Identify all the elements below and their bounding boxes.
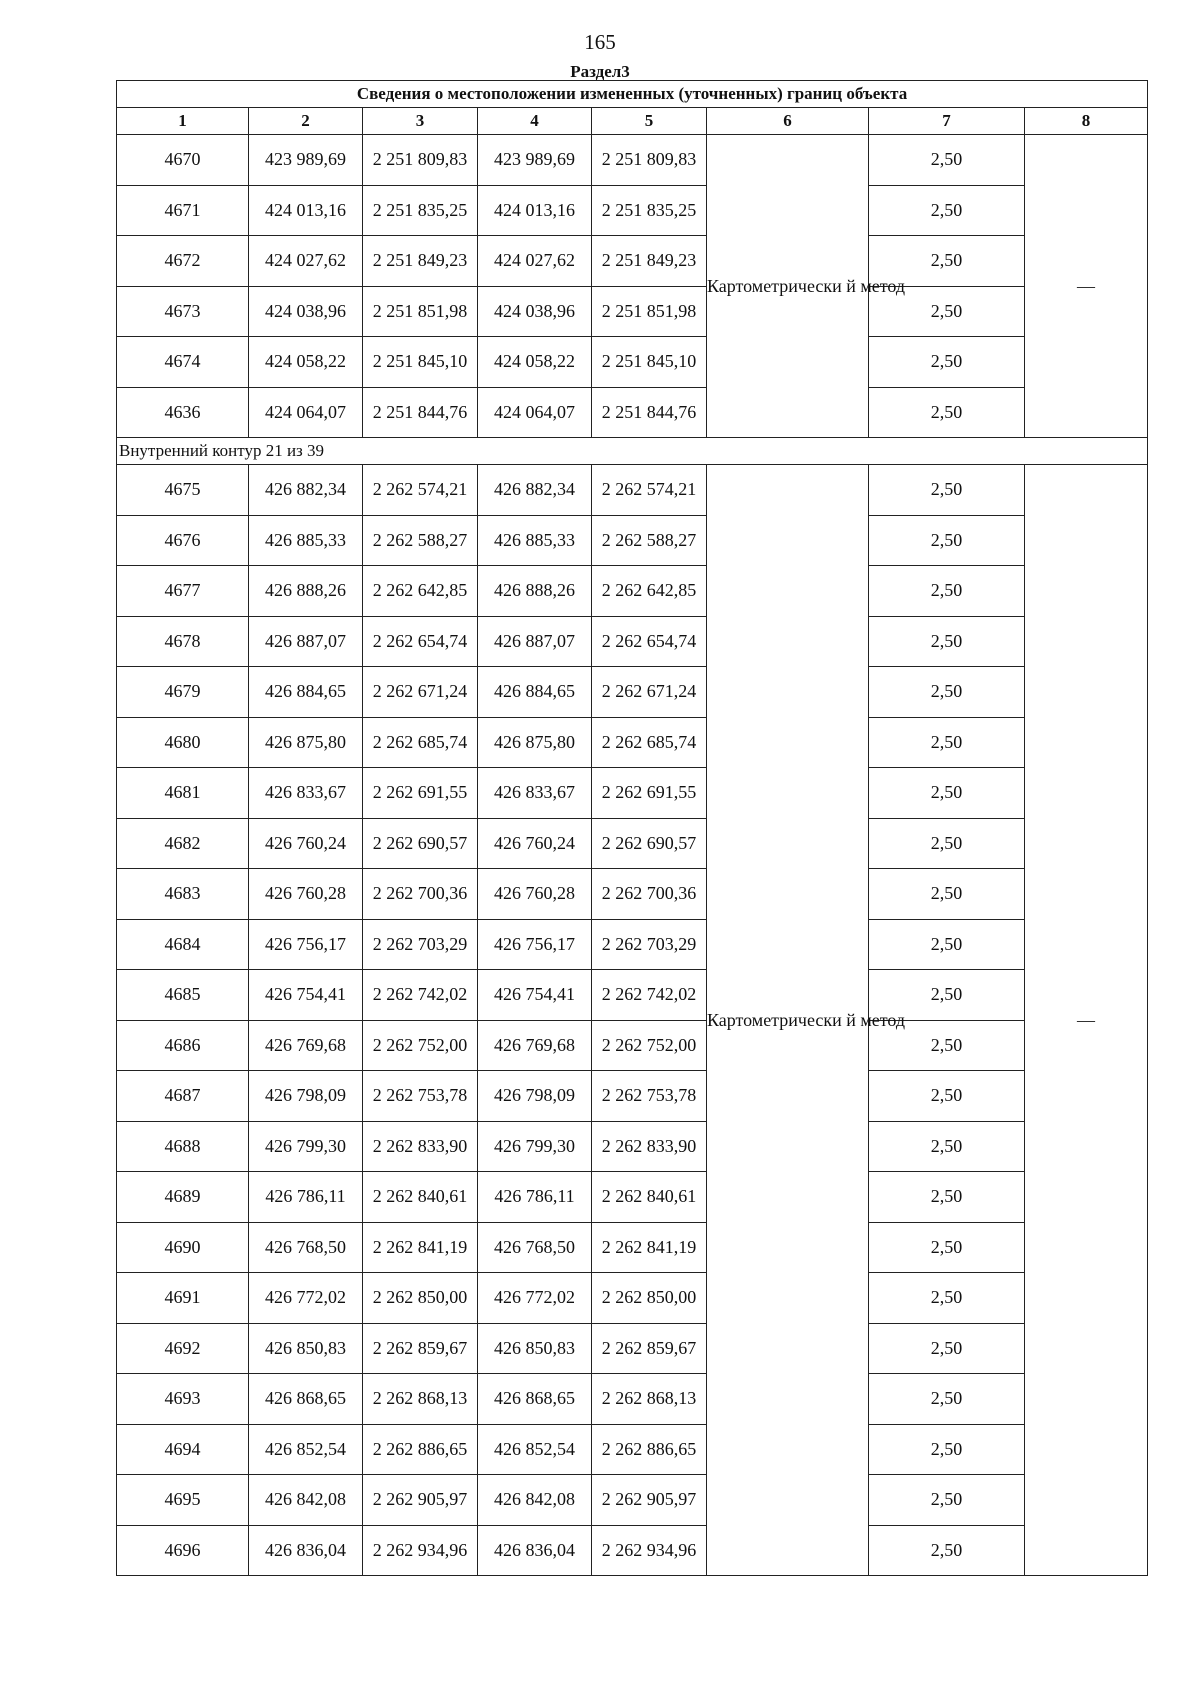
table-cell-col-1: 4695 (117, 1475, 249, 1526)
table-row (117, 768, 1148, 819)
table-cell-col-2: 426 799,30 (249, 1121, 363, 1172)
table-row (117, 185, 1148, 236)
table-cell-col-4: 423 989,69 (478, 135, 592, 186)
table-cell-col-7: 2,50 (869, 286, 1025, 337)
table-row (117, 465, 1148, 516)
table-cell-col-5: 2 262 840,61 (592, 1172, 707, 1223)
table-cell-col-1: 4690 (117, 1222, 249, 1273)
table-row (117, 818, 1148, 869)
table-cell-col-3: 2 262 691,55 (363, 768, 478, 819)
table-cell-col-4: 426 799,30 (478, 1121, 592, 1172)
table-cell-col-1: 4672 (117, 236, 249, 287)
table-cell-col-5: 2 262 934,96 (592, 1525, 707, 1576)
table-cell-col-1: 4696 (117, 1525, 249, 1576)
table-cell-col-7: 2,50 (869, 616, 1025, 667)
table-cell-col-7: 2,50 (869, 1172, 1025, 1223)
table-cell-col-7: 2,50 (869, 566, 1025, 617)
table-cell-col-2: 424 064,07 (249, 387, 363, 438)
table-cell-col-2: 426 754,41 (249, 970, 363, 1021)
table-cell-col-3: 2 262 671,24 (363, 667, 478, 718)
table-cell-col-3: 2 251 844,76 (363, 387, 478, 438)
table-cell-col-2: 426 875,80 (249, 717, 363, 768)
contour-label: Внутренний контур 21 из 39 (117, 438, 1148, 465)
table-cell-col-2: 426 772,02 (249, 1273, 363, 1324)
table-cell-col-4: 426 760,24 (478, 818, 592, 869)
table-cell-col-4: 426 769,68 (478, 1020, 592, 1071)
table-cell-col-4: 426 852,54 (478, 1424, 592, 1475)
table-cell-col-7: 2,50 (869, 869, 1025, 920)
table-cell-col-4: 426 833,67 (478, 768, 592, 819)
table-cell-col-1: 4679 (117, 667, 249, 718)
table-row (117, 1020, 1148, 1071)
table-cell-col-4: 424 038,96 (478, 286, 592, 337)
table-cell-col-7: 2,50 (869, 465, 1025, 516)
table-cell-col-5: 2 262 588,27 (592, 515, 707, 566)
table-cell-col-4: 424 058,22 (478, 337, 592, 388)
table-cell-col-3: 2 262 753,78 (363, 1071, 478, 1122)
table-cell-col-5: 2 262 752,00 (592, 1020, 707, 1071)
table-row (117, 286, 1148, 337)
table-row (117, 1374, 1148, 1425)
table-cell-col-1: 4636 (117, 387, 249, 438)
table-cell-col-5: 2 262 841,19 (592, 1222, 707, 1273)
table-cell-col-5: 2 262 868,13 (592, 1374, 707, 1425)
table-row (117, 667, 1148, 718)
table-cell-col-5: 2 251 844,76 (592, 387, 707, 438)
table-cell-col-5: 2 262 850,00 (592, 1273, 707, 1324)
table-cell-col-7: 2,50 (869, 515, 1025, 566)
table-body (117, 135, 1148, 1576)
column-8-cell: — (1025, 465, 1148, 1576)
table-cell-col-5: 2 262 574,21 (592, 465, 707, 516)
section-title: Раздел3 (570, 62, 630, 81)
table-caption: Сведения о местоположении измененных (уточненных) границ объекта (117, 81, 1148, 108)
table-cell-col-2: 426 884,65 (249, 667, 363, 718)
table-cell-col-2: 426 852,54 (249, 1424, 363, 1475)
table-cell-col-1: 4671 (117, 185, 249, 236)
table-cell-col-7: 2,50 (869, 919, 1025, 970)
table-cell-col-3: 2 262 934,96 (363, 1525, 478, 1576)
table-cell-col-1: 4674 (117, 337, 249, 388)
coordinates-table (116, 80, 1148, 1576)
table-cell-col-5: 2 262 654,74 (592, 616, 707, 667)
method-cell: Картометрически й метод (707, 135, 869, 438)
table-row (117, 515, 1148, 566)
table-cell-col-3: 2 262 574,21 (363, 465, 478, 516)
table-row (117, 566, 1148, 617)
table-cell-col-5: 2 262 642,85 (592, 566, 707, 617)
table-cell-col-3: 2 251 809,83 (363, 135, 478, 186)
table-cell-col-2: 424 027,62 (249, 236, 363, 287)
table-cell-col-4: 424 064,07 (478, 387, 592, 438)
column-header-8: 8 (1025, 108, 1148, 135)
table-cell-col-5: 2 262 905,97 (592, 1475, 707, 1526)
table-cell-col-7: 2,50 (869, 1374, 1025, 1425)
table-cell-col-5: 2 262 833,90 (592, 1121, 707, 1172)
table-cell-col-4: 424 013,16 (478, 185, 592, 236)
table-cell-col-2: 424 013,16 (249, 185, 363, 236)
table-cell-col-4: 426 786,11 (478, 1172, 592, 1223)
table-row (117, 1071, 1148, 1122)
table-cell-col-1: 4683 (117, 869, 249, 920)
table-row (117, 1273, 1148, 1324)
table-cell-col-4: 426 836,04 (478, 1525, 592, 1576)
table-cell-col-1: 4692 (117, 1323, 249, 1374)
contour-label-row (117, 438, 1148, 465)
table-cell-col-5: 2 251 845,10 (592, 337, 707, 388)
table-cell-col-1: 4686 (117, 1020, 249, 1071)
table-cell-col-5: 2 262 859,67 (592, 1323, 707, 1374)
table-cell-col-4: 426 875,80 (478, 717, 592, 768)
table-row (117, 1172, 1148, 1223)
table-cell-col-2: 426 786,11 (249, 1172, 363, 1223)
column-8-cell: — (1025, 135, 1148, 438)
table-cell-col-1: 4673 (117, 286, 249, 337)
table-cell-col-5: 2 262 685,74 (592, 717, 707, 768)
table-cell-col-7: 2,50 (869, 970, 1025, 1021)
column-header-5: 5 (592, 108, 707, 135)
table-cell-col-7: 2,50 (869, 1222, 1025, 1273)
table-row (117, 1525, 1148, 1576)
table-cell-col-4: 426 868,65 (478, 1374, 592, 1425)
table-cell-col-5: 2 251 835,25 (592, 185, 707, 236)
table-cell-col-1: 4676 (117, 515, 249, 566)
table-cell-col-2: 426 833,67 (249, 768, 363, 819)
table-cell-col-5: 2 251 851,98 (592, 286, 707, 337)
table-cell-col-1: 4677 (117, 566, 249, 617)
table-cell-col-3: 2 262 752,00 (363, 1020, 478, 1071)
table-cell-col-4: 426 772,02 (478, 1273, 592, 1324)
table-cell-col-7: 2,50 (869, 1424, 1025, 1475)
table-cell-col-5: 2 262 886,65 (592, 1424, 707, 1475)
table-cell-col-7: 2,50 (869, 1525, 1025, 1576)
table-cell-col-7: 2,50 (869, 337, 1025, 388)
table-cell-col-4: 426 768,50 (478, 1222, 592, 1273)
table-cell-col-2: 426 882,34 (249, 465, 363, 516)
table-cell-col-4: 426 885,33 (478, 515, 592, 566)
table-cell-col-2: 426 887,07 (249, 616, 363, 667)
table-cell-col-1: 4691 (117, 1273, 249, 1324)
column-header-4: 4 (478, 108, 592, 135)
table-cell-col-7: 2,50 (869, 667, 1025, 718)
table-cell-col-3: 2 262 685,74 (363, 717, 478, 768)
table-cell-col-5: 2 262 690,57 (592, 818, 707, 869)
table-row (117, 970, 1148, 1021)
table-cell-col-2: 426 885,33 (249, 515, 363, 566)
column-header-2: 2 (249, 108, 363, 135)
table-cell-col-4: 426 884,65 (478, 667, 592, 718)
table-cell-col-2: 426 850,83 (249, 1323, 363, 1374)
table-row (117, 616, 1148, 667)
table-cell-col-7: 2,50 (869, 135, 1025, 186)
table-cell-col-2: 426 760,28 (249, 869, 363, 920)
table-cell-col-4: 424 027,62 (478, 236, 592, 287)
table-cell-col-4: 426 850,83 (478, 1323, 592, 1374)
table-cell-col-2: 426 842,08 (249, 1475, 363, 1526)
table-cell-col-3: 2 262 850,00 (363, 1273, 478, 1324)
table-cell-col-1: 4680 (117, 717, 249, 768)
table-row (117, 919, 1148, 970)
table-cell-col-3: 2 262 742,02 (363, 970, 478, 1021)
table-cell-col-4: 426 842,08 (478, 1475, 592, 1526)
table-cell-col-2: 426 756,17 (249, 919, 363, 970)
table-row (117, 1121, 1148, 1172)
table-cell-col-2: 424 038,96 (249, 286, 363, 337)
table-row (117, 1424, 1148, 1475)
table-cell-col-4: 426 882,34 (478, 465, 592, 516)
table-cell-col-2: 426 798,09 (249, 1071, 363, 1122)
table-cell-col-2: 426 868,65 (249, 1374, 363, 1425)
table-cell-col-7: 2,50 (869, 1323, 1025, 1374)
column-header-7: 7 (869, 108, 1025, 135)
table-cell-col-7: 2,50 (869, 1121, 1025, 1172)
table-cell-col-4: 426 888,26 (478, 566, 592, 617)
table-cell-col-7: 2,50 (869, 1071, 1025, 1122)
table-cell-col-3: 2 262 588,27 (363, 515, 478, 566)
table-cell-col-1: 4694 (117, 1424, 249, 1475)
table-cell-col-1: 4693 (117, 1374, 249, 1425)
table-cell-col-3: 2 262 868,13 (363, 1374, 478, 1425)
table-row (117, 717, 1148, 768)
table-cell-col-5: 2 262 742,02 (592, 970, 707, 1021)
table-cell-col-7: 2,50 (869, 717, 1025, 768)
table-cell-col-3: 2 262 642,85 (363, 566, 478, 617)
method-cell: Картометрически й метод (707, 465, 869, 1576)
table-cell-col-7: 2,50 (869, 818, 1025, 869)
table-row (117, 1475, 1148, 1526)
table-cell-col-3: 2 262 886,65 (363, 1424, 478, 1475)
table-cell-col-3: 2 262 654,74 (363, 616, 478, 667)
table-cell-col-7: 2,50 (869, 1475, 1025, 1526)
page-number: 165 (584, 30, 616, 54)
table-row (117, 1222, 1148, 1273)
table-cell-col-7: 2,50 (869, 387, 1025, 438)
table-cell-col-3: 2 262 703,29 (363, 919, 478, 970)
table-cell-col-1: 4684 (117, 919, 249, 970)
table-cell-col-3: 2 262 840,61 (363, 1172, 478, 1223)
table-cell-col-2: 426 836,04 (249, 1525, 363, 1576)
table-cell-col-4: 426 887,07 (478, 616, 592, 667)
table-cell-col-2: 426 888,26 (249, 566, 363, 617)
table-cell-col-5: 2 262 753,78 (592, 1071, 707, 1122)
table-cell-col-1: 4689 (117, 1172, 249, 1223)
table-cell-col-4: 426 798,09 (478, 1071, 592, 1122)
table-cell-col-5: 2 251 849,23 (592, 236, 707, 287)
table-cell-col-1: 4682 (117, 818, 249, 869)
table-cell-col-5: 2 262 671,24 (592, 667, 707, 718)
table-cell-col-3: 2 251 845,10 (363, 337, 478, 388)
table-cell-col-7: 2,50 (869, 768, 1025, 819)
table-cell-col-2: 426 760,24 (249, 818, 363, 869)
table-cell-col-5: 2 251 809,83 (592, 135, 707, 186)
table-row (117, 869, 1148, 920)
table-cell-col-4: 426 756,17 (478, 919, 592, 970)
table-cell-col-1: 4681 (117, 768, 249, 819)
table-row (117, 337, 1148, 388)
table-cell-col-3: 2 251 851,98 (363, 286, 478, 337)
table-cell-col-5: 2 262 691,55 (592, 768, 707, 819)
column-header-row (117, 108, 1148, 135)
table-cell-col-1: 4687 (117, 1071, 249, 1122)
table-cell-col-4: 426 760,28 (478, 869, 592, 920)
table-cell-col-1: 4688 (117, 1121, 249, 1172)
column-header-1: 1 (117, 108, 249, 135)
table-cell-col-1: 4685 (117, 970, 249, 1021)
table-row (117, 387, 1148, 438)
column-header-3: 3 (363, 108, 478, 135)
table-cell-col-3: 2 251 835,25 (363, 185, 478, 236)
table-cell-col-3: 2 262 905,97 (363, 1475, 478, 1526)
table-cell-col-3: 2 262 700,36 (363, 869, 478, 920)
table-cell-col-1: 4675 (117, 465, 249, 516)
table-cell-col-2: 426 769,68 (249, 1020, 363, 1071)
table-cell-col-4: 426 754,41 (478, 970, 592, 1021)
table-cell-col-7: 2,50 (869, 236, 1025, 287)
table-cell-col-7: 2,50 (869, 1020, 1025, 1071)
table-cell-col-2: 423 989,69 (249, 135, 363, 186)
table-cell-col-3: 2 251 849,23 (363, 236, 478, 287)
table-row (117, 1323, 1148, 1374)
table-cell-col-3: 2 262 833,90 (363, 1121, 478, 1172)
table-cell-col-1: 4678 (117, 616, 249, 667)
table-row (117, 135, 1148, 186)
table-cell-col-3: 2 262 690,57 (363, 818, 478, 869)
column-header-6: 6 (707, 108, 869, 135)
table-cell-col-5: 2 262 703,29 (592, 919, 707, 970)
table-cell-col-3: 2 262 859,67 (363, 1323, 478, 1374)
table-row (117, 236, 1148, 287)
table-cell-col-5: 2 262 700,36 (592, 869, 707, 920)
table-cell-col-7: 2,50 (869, 1273, 1025, 1324)
table-cell-col-2: 426 768,50 (249, 1222, 363, 1273)
table-cell-col-7: 2,50 (869, 185, 1025, 236)
table-cell-col-3: 2 262 841,19 (363, 1222, 478, 1273)
table-cell-col-2: 424 058,22 (249, 337, 363, 388)
table-cell-col-1: 4670 (117, 135, 249, 186)
